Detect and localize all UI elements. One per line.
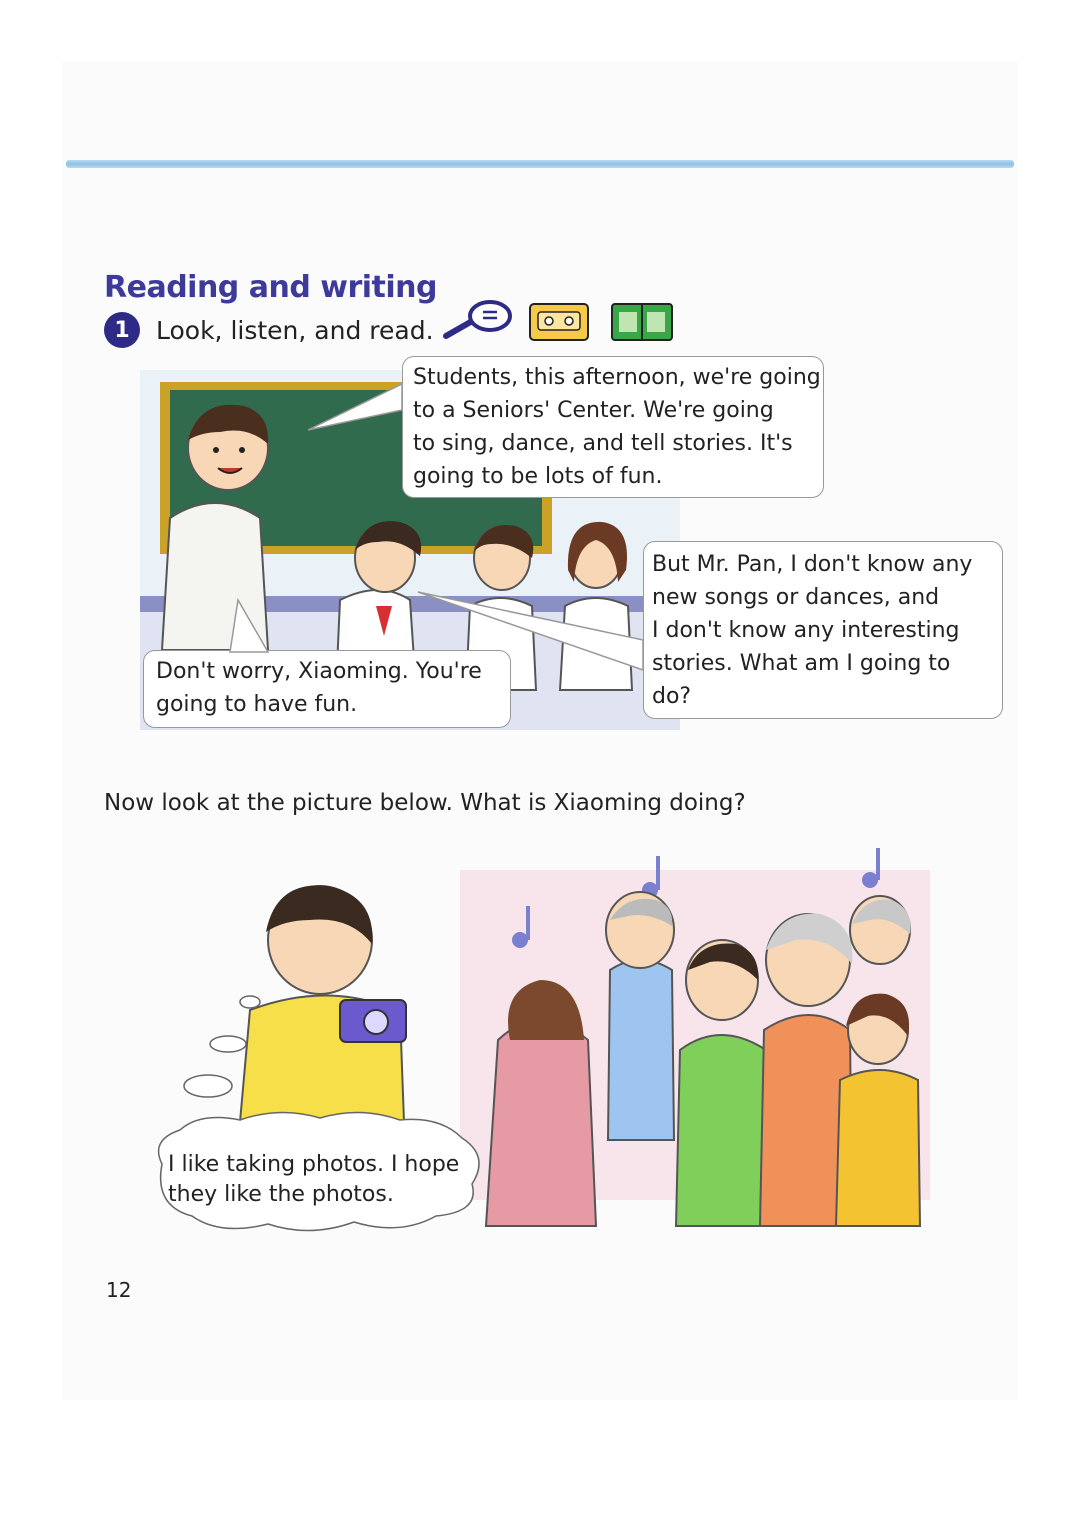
section-title: Reading and writing [104,270,437,305]
bubble-tails [140,370,680,730]
teacher-speech-bubble: Students, this afternoon, we're going to a Seniors' Center. We're going to sing, dance, and tell stories. It's going to be lots of fun. [402,356,824,498]
top-rule [66,160,1014,168]
exercise-instruction: Look, listen, and read. [156,315,434,345]
read-icon [612,304,672,340]
xiaoming-speech-bubble: But Mr. Pan, I don't know any new songs or dances, and I don't know any interesting stories. What am I going to do? [643,541,1003,719]
activity-icons [440,298,680,344]
thought-text: I like taking photos. I hope they like the photos. [168,1152,460,1207]
page-number: 12 [106,1278,132,1302]
look-icon [446,302,510,336]
exercise-line [104,310,434,350]
question-text: Now look at the picture below. What is Xiaoming doing? [104,790,746,816]
exercise-number-badge: 1 [104,312,140,348]
teacher-reply-bubble: Don't worry, Xiaoming. You're going to have fun. [143,650,511,728]
listen-icon [530,304,588,340]
